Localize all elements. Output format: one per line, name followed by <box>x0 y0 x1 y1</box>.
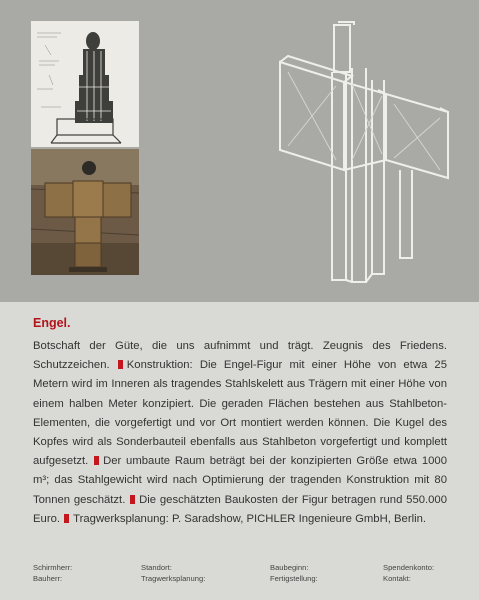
red-bullet-marker <box>94 456 99 465</box>
steel-frame-rendering <box>262 20 462 290</box>
footer-column-schedule <box>270 562 318 584</box>
red-bullet-marker <box>130 495 135 504</box>
footer-label-baubeginn: Baubeginn: <box>270 563 309 572</box>
paragraph-intro: Botschaft der Güte, die uns aufnimmt und trägt. Zeugnis des Friedens. Schutzzeichen. <box>33 340 447 372</box>
red-bullet-marker <box>64 514 69 523</box>
paragraph-engineering: Tragwerksplanung: P. Saradshow, PICHLER Ingenieure GmbH, Berlin. <box>73 512 427 525</box>
sketch-photo <box>31 21 139 147</box>
paragraph-volume: Der umbaute Raum beträgt bei der konzipierten Größe etwa 1000 m³; das Stahlgewicht wird nach Optimierung der tragenden Konstruktion mit 80 Tonnen geschätzt. <box>33 455 447 506</box>
footer-label-kontakt: Kontakt: <box>383 574 411 583</box>
footer-column-patron <box>33 562 72 584</box>
footer-label-standort: Standort: <box>141 563 172 572</box>
model-photo <box>31 149 139 275</box>
footer-column-contact <box>383 562 434 584</box>
paragraph-costs: Die geschätzten Baukosten der Figur betragen rund 550.000 Euro. <box>33 493 447 525</box>
footer-fields <box>33 562 447 586</box>
section-title: Engel. <box>33 316 71 330</box>
footer-label-bauherr: Bauherr: <box>33 574 63 583</box>
footer-label-tragwerksplanung: Tragwerksplanung: <box>141 574 206 583</box>
footer-column-location <box>141 562 205 584</box>
footer-label-spendenkonto: Spendenkonto: <box>383 563 435 572</box>
footer-label-schirmherr: Schirmherr: <box>33 563 73 572</box>
description-text <box>33 337 447 529</box>
footer-label-fertigstellung: Fertigstellung: <box>270 574 318 583</box>
paragraph-construction: Konstruktion: Die Engel-Figur mit einer Höhe von etwa 25 Metern wird im Inneren als tragendes Stahlskelett aus Trägern mit einer Höhe von einem halben Meter konzipiert. Die geraden Flächen bestehen aus Stahlbeton-Elementen, die vorgefertigt und vor Ort montiert werden können. Die Kugel des Kopfes wird als Sonderbauteil ebenfalls aus Stahlbeton vorgefertigt und komplett aufgesetzt. <box>33 359 447 468</box>
red-bullet-marker <box>118 360 123 369</box>
